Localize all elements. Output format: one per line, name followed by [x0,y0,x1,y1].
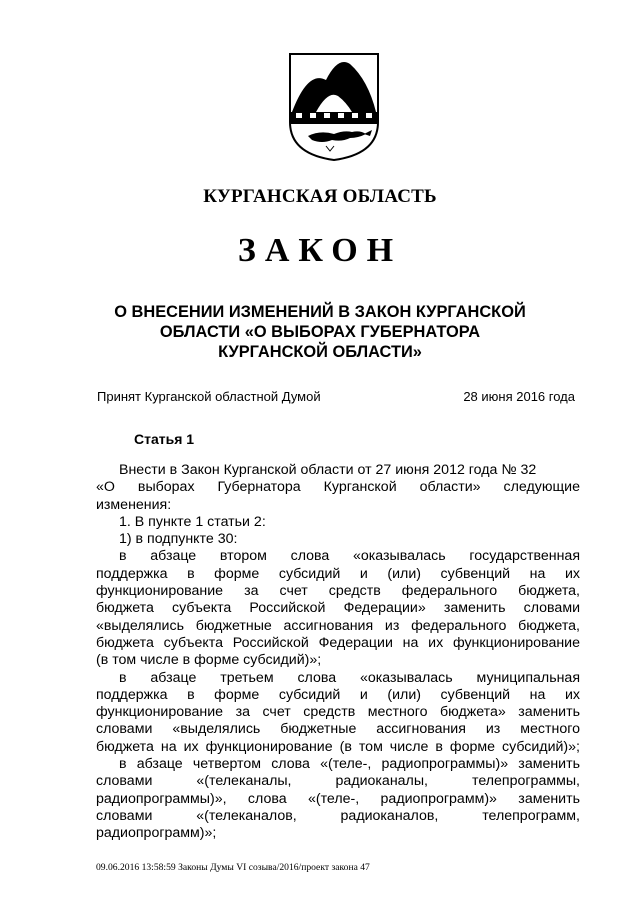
law-title-line: О ВНЕСЕНИИ ИЗМЕНЕНИЙ В ЗАКОН КУРГАНСКОЙ [114,303,526,321]
body-line: бюджета субъекта Российской Федерации» заменить словами [96,600,580,617]
adopted-by: Принят Курганской областной Думой [97,389,321,404]
law-title-line: КУРГАНСКОЙ ОБЛАСТИ» [218,343,422,361]
article-body [96,462,580,843]
body-line: 1) в подпункте 30: [119,531,238,548]
body-line: (в том числе в форме субсидий)»; [96,652,322,669]
region-heading: КУРГАНСКАЯ ОБЛАСТЬ [203,186,437,207]
document-type-heading: ЗАКОН [237,232,403,269]
body-line: в абзаце четвертом слова «(теле-, радиопрограммы)» заменить [119,756,580,773]
body-line: изменения: [96,496,172,513]
law-title [90,302,550,362]
body-line: функционирование за счет средств местного бюджета» заменить [96,704,580,721]
body-line: радиопрограмм)»; [96,825,217,842]
body-line: «выделялись бюджетные ассигнования из федерального бюджета, [96,617,580,634]
adoption-date: 28 июня 2016 года [463,389,575,404]
body-line: «О выборах Губернатора Курганской области» следующие [96,479,580,496]
body-line: в абзаце третьем слова «оказывалась муниципальная [119,669,580,686]
article-heading: Статья 1 [134,431,195,447]
body-line: поддержка в форме субсидий и (или) субвенций на их [96,565,580,582]
kurgan-coat-of-arms-icon [286,50,382,162]
body-line: словами «выделялись бюджетные ассигнования из местного [96,721,580,738]
body-line: бюджета на их функционирование (в том числе в форме субсидий)»; [96,738,580,755]
body-line: словами «(телеканалы, радиоканалы, телепрограммы, [96,773,580,790]
body-line: словами «(телеканалов, радиоканалов, телепрограмм, [96,807,580,824]
footer-file-path: 09.06.2016 13:58:59 Законы Думы VI созыва/2016/проект закона 47 [96,862,370,873]
body-line: поддержка в форме субсидий и (или) субвенций на их [96,686,580,703]
body-line: 1. В пункте 1 статьи 2: [119,513,266,530]
body-line: радиопрограммы)», слова «(теле-, радиопрограмм)» заменить [96,790,580,807]
body-line: бюджета субъекта Российской Федерации на их функционирование [96,634,580,651]
law-title-line: ОБЛАСТИ «О ВЫБОРАХ ГУБЕРНАТОРА [159,323,481,341]
body-line: в абзаце втором слова «оказывалась государственная [119,548,580,565]
body-line: функционирование за счет средств федерального бюджета, [96,583,580,600]
body-line: Внести в Закон Курганской области от 27 июня 2012 года № 32 [119,462,537,478]
